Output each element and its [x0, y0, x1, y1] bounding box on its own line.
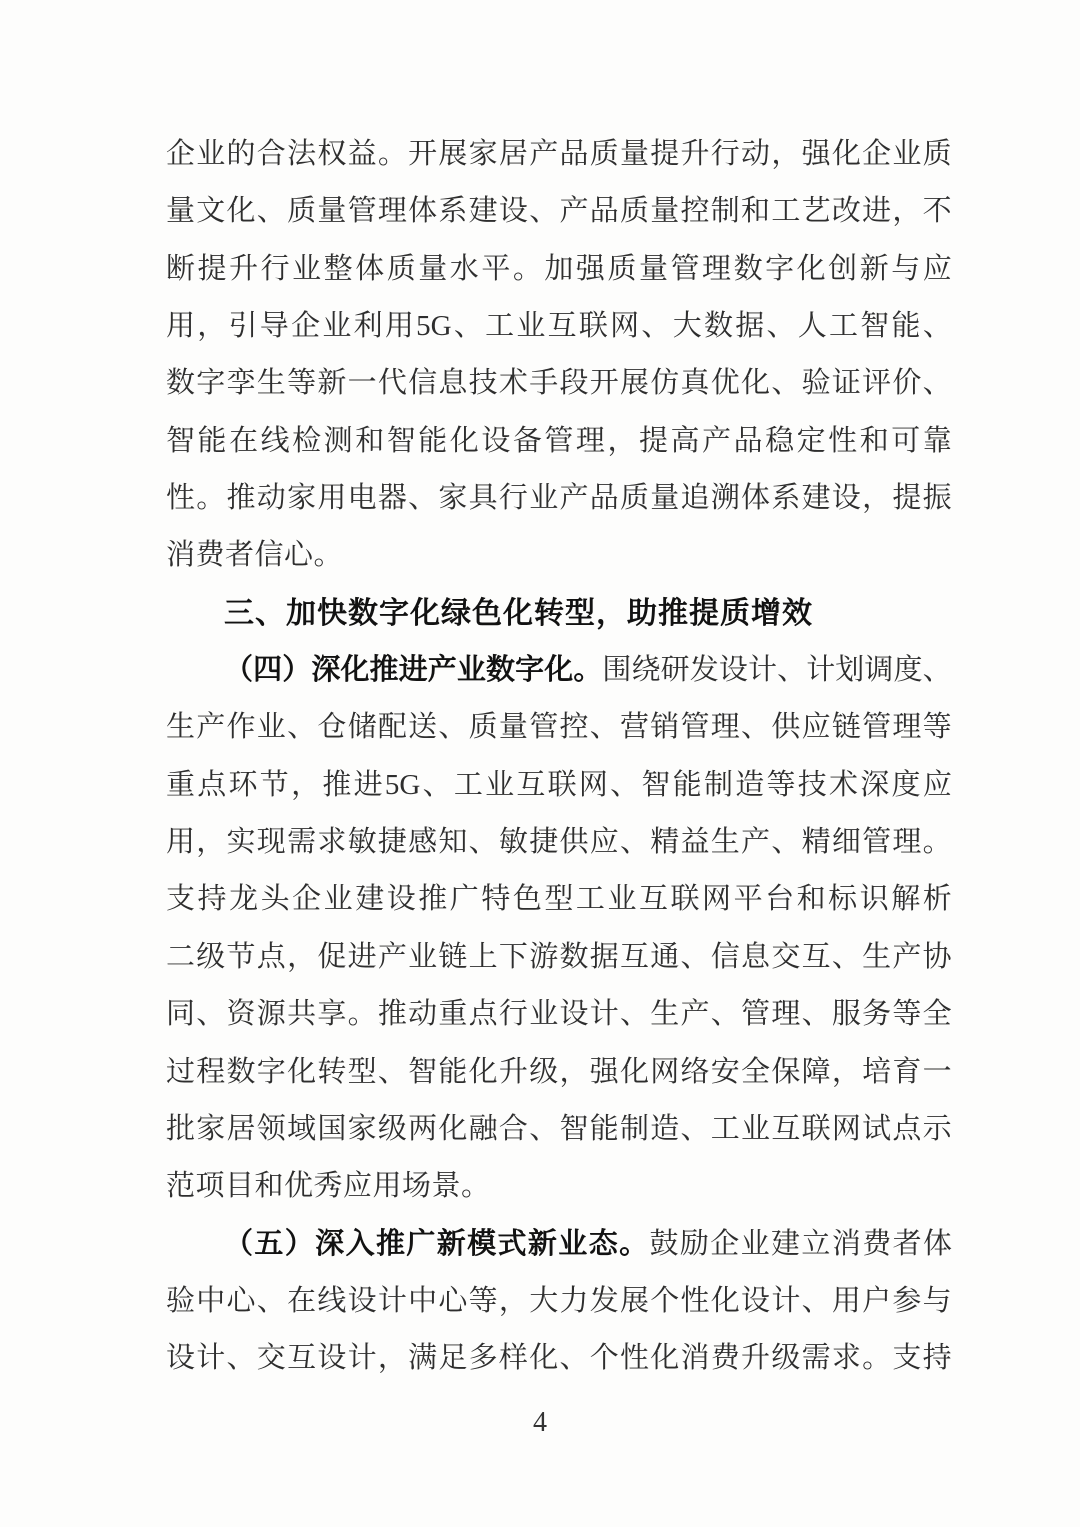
text-line: 过 程 数 字 化 转 型 、 智 能 化 升 级 ， 强 化 网 络 安 全 保 障 ， 培 育 一 — [166, 1055, 952, 1088]
text-line: 用 ， 引 导 企 业 利 用 5G 、 工 业 互 联 网 、 大 数 据 、 人 工 智 能 、 — [166, 310, 952, 343]
text-line: 设 计 、 交 互 设 计 ， 满 足 多 样 化 、 个 性 化 消 费 升 级 需 求 。 支 持 — [166, 1342, 952, 1375]
text-line: 二 级 节 点 ， 促 进 产 业 链 上 下 游 数 据 互 通 、 信 息 交 互 、 生 产 协 — [166, 940, 952, 973]
text-line: 数 字 孪 生 等 新 一 代 信 息 技 术 手 段 开 展 仿 真 优 化 、 验 证 评 价 、 — [166, 367, 952, 400]
text-line: （ 五 ） 深 入 推 广 新 模 式 新 业 态 。 鼓 励 企 业 建 立 消 费 者 体 — [224, 1227, 952, 1260]
page-number: 4 — [533, 1407, 547, 1438]
text-line: 断 提 升 行 业 整 体 质 量 水 平 。 加 强 质 量 管 理 数 字 化 创 新 与 应 — [166, 252, 952, 285]
text-line: （ 四 ） 深 化 推 进 产 业 数 字 化 。 围 绕 研 发 设 计 、 计 划 调 度 、 — [224, 654, 952, 687]
text-line: 量 文 化 、 质 量 管 理 体 系 建 设 、 产 品 质 量 控 制 和 工 艺 改 进 ， 不 — [166, 195, 952, 228]
text-line: 同 、 资 源 共 享 。 推 动 重 点 行 业 设 计 、 生 产 、 管 理 、 服 务 等 全 — [166, 998, 952, 1031]
text-line: 消费者信心。 — [166, 539, 344, 572]
text-line: 性 。 推 动 家 用 电 器 、 家 具 行 业 产 品 质 量 追 溯 体 系 建 设 ， 提 振 — [166, 482, 952, 515]
text-line: 验 中 心 、 在 线 设 计 中 心 等 ， 大 力 发 展 个 性 化 设 计 、 用 户 参 与 — [166, 1284, 952, 1317]
text-line: 支 持 龙 头 企 业 建 设 推 广 特 色 型 工 业 互 联 网 平 台 和 标 识 解 析 — [166, 883, 952, 916]
text-line: 企 业 的 合 法 权 益 。 开 展 家 居 产 品 质 量 提 升 行 动 ， 强 化 企 业 质 — [166, 138, 952, 170]
text-line: 批 家 居 领 域 国 家 级 两 化 融 合 、 智 能 制 造 、 工 业 互 联 网 试 点 示 — [166, 1112, 952, 1145]
text-line: 生 产 作 业 、 仓 储 配 送 、 质 量 管 控 、 营 销 管 理 、 供 应 链 管 理 等 — [166, 711, 952, 744]
section-heading: 三、加快数字化绿色化转型，助推提质增效 — [224, 596, 813, 630]
text-content — [166, 126, 952, 1388]
text-line: 重 点 环 节 ， 推 进 5G 、 工 业 互 联 网 、 智 能 制 造 等 技 术 深 度 应 — [166, 768, 952, 801]
text-line: 范项目和优秀应用场景。 — [166, 1170, 491, 1203]
text-line: 用 ， 实 现 需 求 敏 捷 感 知 、 敏 捷 供 应 、 精 益 生 产 、 精 细 管 理 。 — [166, 826, 952, 859]
text-line: 智 能 在 线 检 测 和 智 能 化 设 备 管 理 ， 提 高 产 品 稳 定 性 和 可 靠 — [166, 424, 952, 457]
